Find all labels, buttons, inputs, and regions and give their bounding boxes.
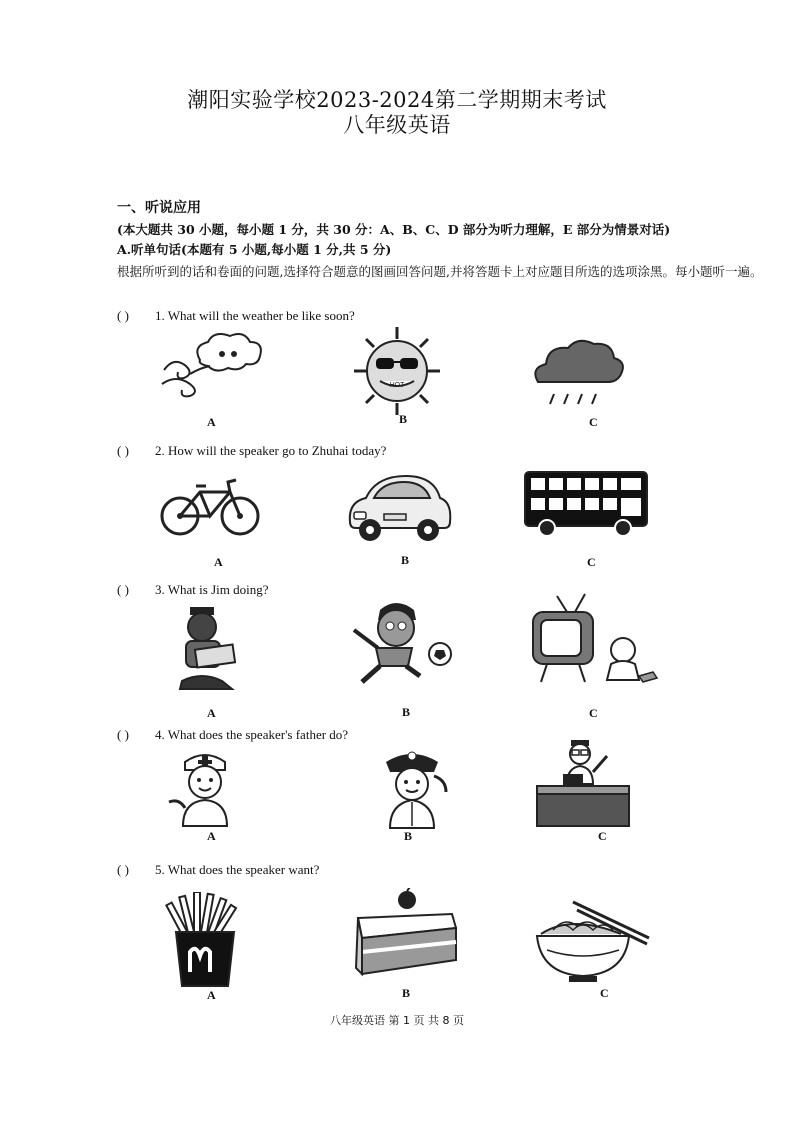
exam-subtitle: 八年级英语 [343, 113, 451, 137]
question-4 [117, 727, 348, 743]
option-a-label: A [207, 829, 216, 843]
boy-reading-picture[interactable] [176, 607, 240, 693]
section-title: 一、听说应用 [117, 200, 201, 216]
doctor-picture[interactable] [165, 750, 245, 830]
option-c-label: C [589, 415, 598, 429]
instruction-text: 根据所听到的话和卷面的问题,选择符合题意的图画回答问题,并将答题卡上对应题目所选的选项涂黑。每小题听一遍。 [117, 264, 763, 279]
fries-picture[interactable] [160, 892, 250, 988]
option-c-label: C [587, 555, 596, 569]
answer-bracket[interactable]: ( ) [117, 582, 129, 597]
rain-cloud-picture[interactable] [528, 338, 632, 410]
question-text: 2. How will the speaker go to Zhuhai today? [155, 443, 387, 458]
hot-sun-picture[interactable] [352, 325, 442, 417]
question-text: 1. What will the weather be like soon? [155, 308, 355, 323]
policeman-picture[interactable] [370, 746, 456, 830]
option-c-label: C [589, 706, 598, 720]
bicycle-picture[interactable] [160, 474, 260, 538]
option-b-label: B [401, 553, 410, 567]
question-text: 5. What does the speaker want? [155, 862, 320, 877]
exam-title: 潮阳实验学校2023-2024第二学期期末考试 [187, 88, 607, 112]
option-b-label: B [402, 986, 411, 1000]
section-note: (本大题共 30 小题，每小题 1 分，共 30 分：A、B、C、D 部分为听力理解，E 部分为情景对话) [117, 222, 671, 237]
part-a-title: A.听单句话(本题有 5 小题,每小题 1 分,共 5 分) [117, 242, 392, 257]
answer-bracket[interactable]: ( ) [117, 443, 129, 458]
boy-football-picture[interactable] [350, 600, 454, 690]
option-b-label: B [402, 705, 411, 719]
hot-label: HOT [389, 382, 405, 389]
teacher-picture[interactable] [533, 738, 633, 828]
answer-bracket[interactable]: ( ) [117, 308, 129, 323]
option-c-label: C [598, 829, 607, 843]
tv-watching-picture[interactable] [527, 592, 667, 692]
option-a-label: A [207, 415, 216, 429]
noodles-picture[interactable] [533, 898, 653, 984]
option-b-label: B [404, 829, 413, 843]
answer-bracket[interactable]: ( ) [117, 862, 129, 877]
question-2 [117, 443, 386, 459]
question-text: 3. What is Jim doing? [155, 582, 269, 597]
answer-bracket[interactable]: ( ) [117, 727, 129, 742]
option-a-label: A [207, 706, 216, 720]
windy-cloud-picture[interactable] [160, 330, 275, 405]
cake-picture[interactable] [352, 888, 462, 978]
page-footer: 八年级英语 第 1 页 共 8 页 [330, 1014, 464, 1027]
question-5 [117, 862, 319, 878]
option-c-label: C [600, 986, 609, 1000]
question-text: 4. What does the speaker's father do? [155, 727, 349, 742]
bus-picture[interactable] [523, 468, 653, 538]
car-picture[interactable] [344, 470, 454, 550]
option-a-label: A [207, 988, 216, 1002]
option-b-label: B [399, 412, 408, 426]
option-a-label: A [214, 555, 223, 569]
question-3 [117, 582, 269, 598]
question-1 [117, 308, 355, 324]
